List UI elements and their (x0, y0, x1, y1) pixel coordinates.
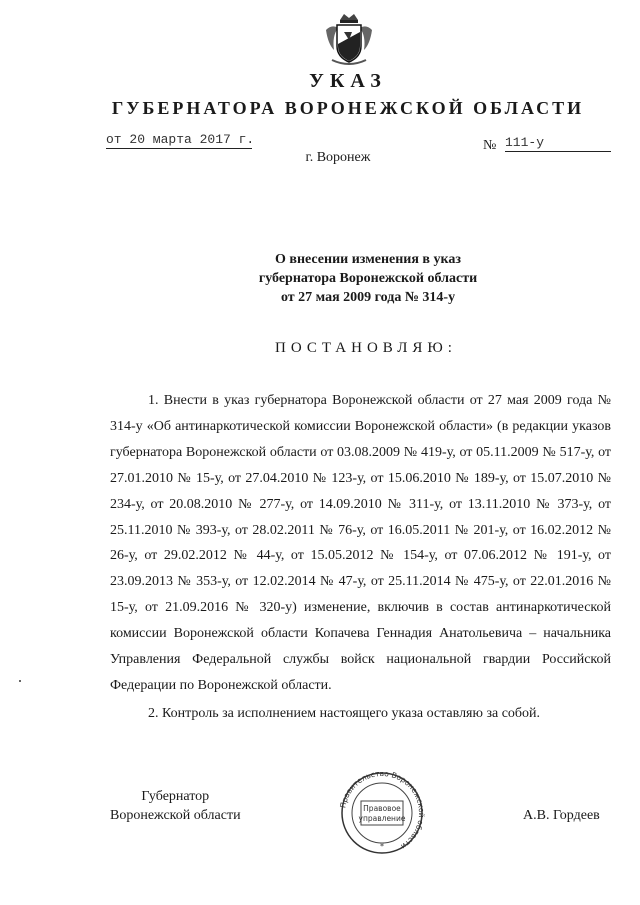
decree-number-label: № (483, 138, 497, 153)
decree-word: ПОСТАНОВЛЯЮ: (275, 340, 457, 356)
document-title: УКАЗ (309, 70, 387, 92)
subject-line-2: губернатора Воронежской области (258, 271, 478, 286)
body-paragraph-2: 2. Контроль за исполнением настоящего указа оставляю за собой. (148, 705, 541, 721)
decree-date (106, 132, 254, 147)
stamp-inner-line-2: управление (358, 814, 406, 823)
stamp-inner-line-1: Правовое (363, 804, 401, 813)
document-subtitle: ГУБЕРНАТОРА ВОРОНЕЖСКОЙ ОБЛАСТИ (111, 98, 585, 118)
body-paragraph-1: 1. Внести в указ губернатора Воронежской области от 27 мая 2009 года № 314-у «Об антинаркотической комиссии Воронежской области» (в редакции указов губернатора Воронежской области от 03.08.2009 № 419-у, от 05.11.2009 № 517-у, от 27.01.2010 № 15-у, от 27.04.2010 № 123-у, от 15.06.2010 № 189-у, от 15.07.2010 № 234-у, от 20.08.2010 № 277-у, от 14.09.2010 № 311-у, от 13.11.2010 № 373-у, от 25.11.2010 № 393-у, от 28.02.2011 № 76-у, от 16.05.2011 № 201-у, от 16.02.2012 № 26-у, от 29.02.2012 № 44-у, от 15.05.2012 № 154-у, от 07.06.2012 № 191-у, от 23.09.2013 № 353-у, от 12.02.2014 № 47-у, от 25.11.2014 № 475-у, от 22.01.2016 № 15-у, от 21.09.2016 № 320-у) изменение, включив в состав антинаркотической комиссии Воронежской области Копачева Геннадия Анатольевича – начальника Управления Федеральной службы войск национальной гвардии Российской Федерации по Воронежской области. (110, 393, 611, 693)
decree-body (110, 388, 611, 727)
signatory-position-line-2: Воронежской области (110, 808, 241, 823)
issue-city: г. Воронеж (305, 150, 371, 165)
decree-number: 111-у (505, 135, 545, 150)
subject-line-3: от 27 мая 2009 года № 314-у (280, 290, 456, 305)
official-stamp (331, 772, 433, 854)
subject-line-1: О внесении изменения в указ (275, 252, 461, 267)
decree-date-text: от 20 марта 2017 г. (106, 132, 255, 147)
signatory-position (110, 787, 241, 825)
date-underline (106, 148, 252, 149)
decree-subject (0, 250, 640, 307)
scan-artifact (19, 680, 21, 682)
signatory-name: А.В. Гордеев (523, 808, 600, 823)
signatory-position-line-1: Губернатор (141, 789, 210, 804)
coat-of-arms-icon (322, 10, 376, 68)
stamp-star-icon: * (380, 842, 384, 851)
stamp-ring-text: Правительство Воронежской области (338, 772, 427, 852)
